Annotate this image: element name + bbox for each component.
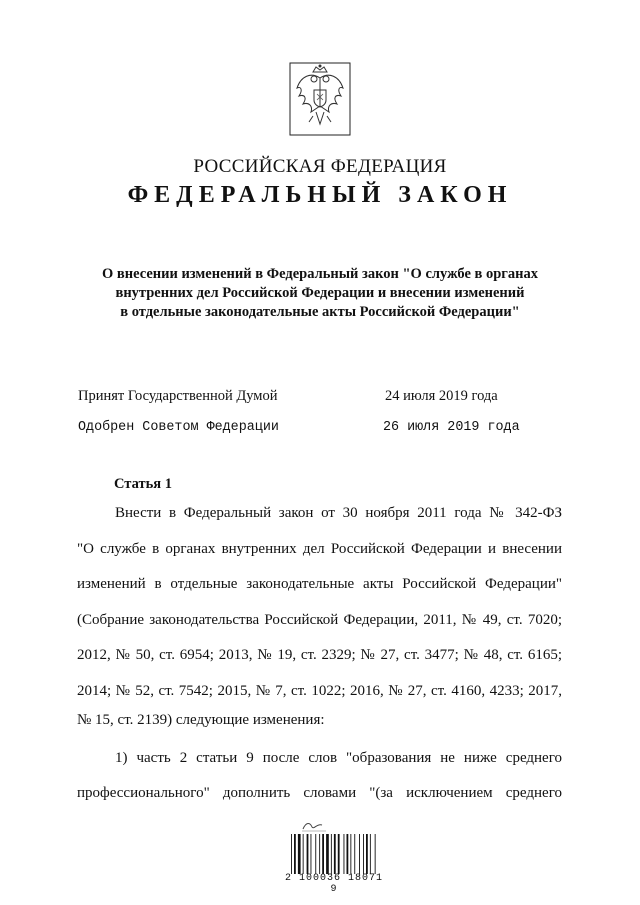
law-title-line: О внесении изменений в Федеральный закон "О службе в органах [102,266,538,282]
paragraph-line: изменений в отдельные законодательные акты Российской Федерации" [77,576,562,592]
law-title [60,265,580,322]
law-title-line: внутренних дел Российской Федерации и внесении изменений [115,285,525,301]
approved-date: 26 июля 2019 года [383,420,520,435]
article-title: Статья 1 [114,476,172,492]
paragraph-line: профессионального" дополнить словами "(за исключением среднего [77,785,562,801]
paragraph-line: 1) часть 2 статьи 9 после слов "образования не ниже среднего [115,750,562,766]
approved-label: Одобрен Советом Федерации [78,420,279,435]
paragraph-line: № 15, ст. 2139) следующие изменения: [77,712,325,728]
barcode-number: 2 100036 18071 9 [284,873,383,895]
adopted-date: 24 июля 2019 года [385,388,498,404]
paragraph-line: (Собрание законодательства Российской Федерации, 2011, № 49, ст. 7020; [77,612,562,628]
adopted-label: Принят Государственной Думой [78,388,278,404]
paragraph-line: 2014; № 52, ст. 7542; 2015, № 7, ст. 1022; 2016, № 27, ст. 4160, 4233; 2017, [77,683,562,699]
paragraph-line: Внести в Федеральный закон от 30 ноября 2011 года № 342-ФЗ [115,505,562,521]
coat-of-arms-icon [289,62,351,136]
country-name: РОССИЙСКАЯ ФЕДЕРАЦИЯ [193,156,447,177]
barcode-icon [289,832,379,876]
barcode-mark-icon [300,820,328,832]
document-type-title: ФЕДЕРАЛЬНЫЙ ЗАКОН [127,182,513,208]
law-title-line: в отдельные законодательные акты Российской Федерации" [120,304,520,320]
paragraph-line: 2012, № 50, ст. 6954; 2013, № 19, ст. 2329; № 27, ст. 3477; № 48, ст. 6165; [77,647,562,663]
paragraph-line: "О службе в органах внутренних дел Российской Федерации и внесении [77,541,562,557]
